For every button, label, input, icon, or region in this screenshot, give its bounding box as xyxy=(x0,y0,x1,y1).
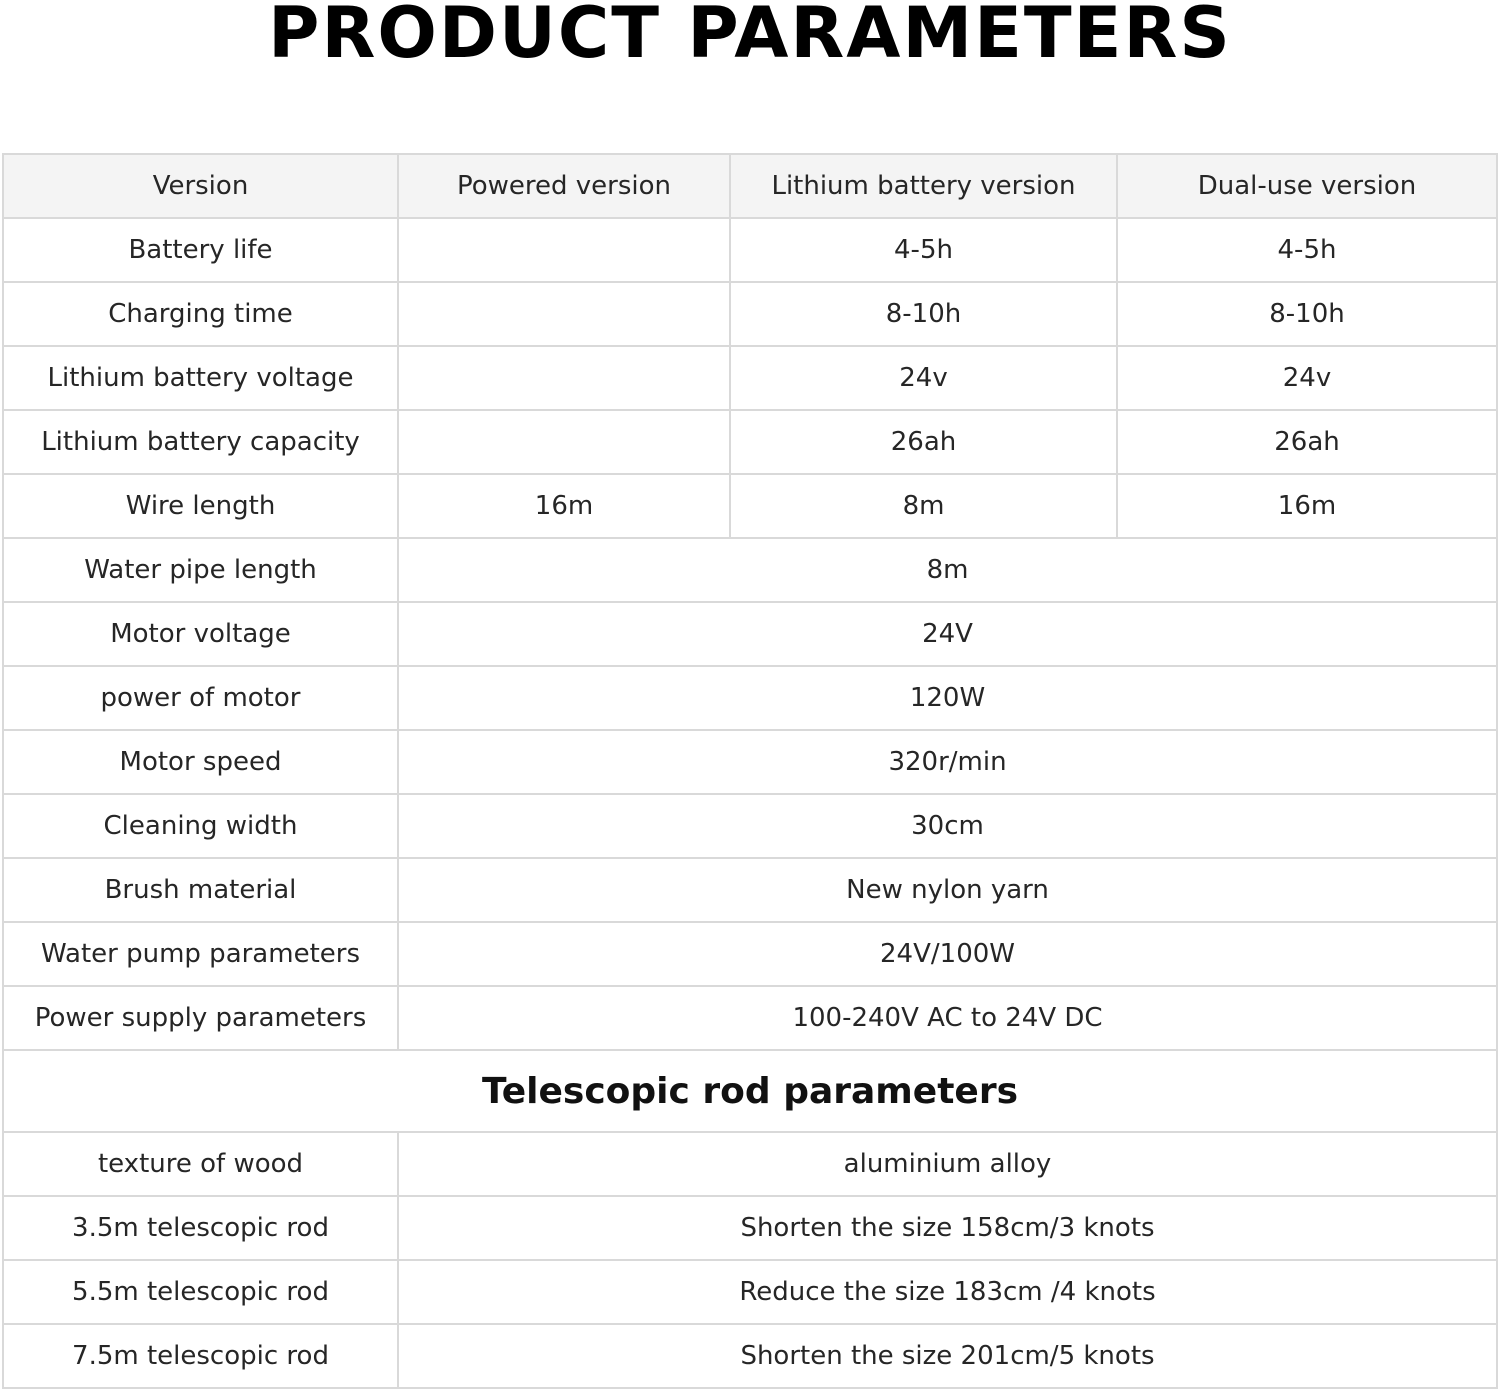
cell-dual: 4-5h xyxy=(1117,218,1497,282)
row-label: Water pipe length xyxy=(3,538,398,602)
cell-shared-value: 24V xyxy=(398,602,1497,666)
cell-lithium: 24v xyxy=(730,346,1117,410)
section-header-row xyxy=(3,1050,1497,1132)
row-label: texture of wood xyxy=(3,1132,398,1196)
cell-rod-value: Shorten the size 158cm/3 knots xyxy=(398,1196,1497,1260)
cell-powered: 16m xyxy=(398,474,730,538)
cell-shared-value: 30cm xyxy=(398,794,1497,858)
table-row xyxy=(3,602,1497,666)
table-row xyxy=(3,538,1497,602)
cell-shared-value: 24V/100W xyxy=(398,922,1497,986)
cell-rod-value: Reduce the size 183cm /4 knots xyxy=(398,1260,1497,1324)
table-row xyxy=(3,1260,1497,1324)
cell-powered xyxy=(398,346,730,410)
cell-dual: 8-10h xyxy=(1117,282,1497,346)
row-label: Motor speed xyxy=(3,730,398,794)
row-label: Motor voltage xyxy=(3,602,398,666)
product-parameters-table xyxy=(2,153,1498,1389)
table-row xyxy=(3,1132,1497,1196)
row-label: 7.5m telescopic rod xyxy=(3,1324,398,1388)
row-label: Lithium battery voltage xyxy=(3,346,398,410)
cell-shared-value: 320r/min xyxy=(398,730,1497,794)
table-row xyxy=(3,794,1497,858)
cell-lithium: 26ah xyxy=(730,410,1117,474)
cell-shared-value: 100-240V AC to 24V DC xyxy=(398,986,1497,1050)
table-row xyxy=(3,730,1497,794)
header-dual-use-version: Dual-use version xyxy=(1117,154,1497,218)
table-row xyxy=(3,1324,1497,1388)
table-row xyxy=(3,922,1497,986)
row-label: 3.5m telescopic rod xyxy=(3,1196,398,1260)
row-label: 5.5m telescopic rod xyxy=(3,1260,398,1324)
table-row xyxy=(3,474,1497,538)
cell-shared-value: New nylon yarn xyxy=(398,858,1497,922)
cell-lithium: 8-10h xyxy=(730,282,1117,346)
table-row xyxy=(3,218,1497,282)
table-row xyxy=(3,1196,1497,1260)
cell-powered xyxy=(398,218,730,282)
cell-lithium: 4-5h xyxy=(730,218,1117,282)
cell-dual: 26ah xyxy=(1117,410,1497,474)
table-header-row xyxy=(3,154,1497,218)
header-lithium-battery-version: Lithium battery version xyxy=(730,154,1117,218)
cell-rod-value: aluminium alloy xyxy=(398,1132,1497,1196)
cell-dual: 24v xyxy=(1117,346,1497,410)
table-row xyxy=(3,346,1497,410)
cell-powered xyxy=(398,282,730,346)
page-title: PRODUCT PARAMETERS xyxy=(268,0,1232,74)
table-row xyxy=(3,282,1497,346)
cell-dual: 16m xyxy=(1117,474,1497,538)
section-title: Telescopic rod parameters xyxy=(3,1050,1497,1132)
cell-rod-value: Shorten the size 201cm/5 knots xyxy=(398,1324,1497,1388)
row-label: Cleaning width xyxy=(3,794,398,858)
table-row xyxy=(3,666,1497,730)
cell-powered xyxy=(398,410,730,474)
header-powered-version: Powered version xyxy=(398,154,730,218)
row-label: Wire length xyxy=(3,474,398,538)
cell-shared-value: 120W xyxy=(398,666,1497,730)
row-label: Charging time xyxy=(3,282,398,346)
table-row xyxy=(3,986,1497,1050)
header-version: Version xyxy=(3,154,398,218)
table-row xyxy=(3,410,1497,474)
row-label: Lithium battery capacity xyxy=(3,410,398,474)
row-label: Water pump parameters xyxy=(3,922,398,986)
row-label: Battery life xyxy=(3,218,398,282)
row-label: Power supply parameters xyxy=(3,986,398,1050)
cell-shared-value: 8m xyxy=(398,538,1497,602)
cell-lithium: 8m xyxy=(730,474,1117,538)
row-label: Brush material xyxy=(3,858,398,922)
row-label: power of motor xyxy=(3,666,398,730)
table-row xyxy=(3,858,1497,922)
